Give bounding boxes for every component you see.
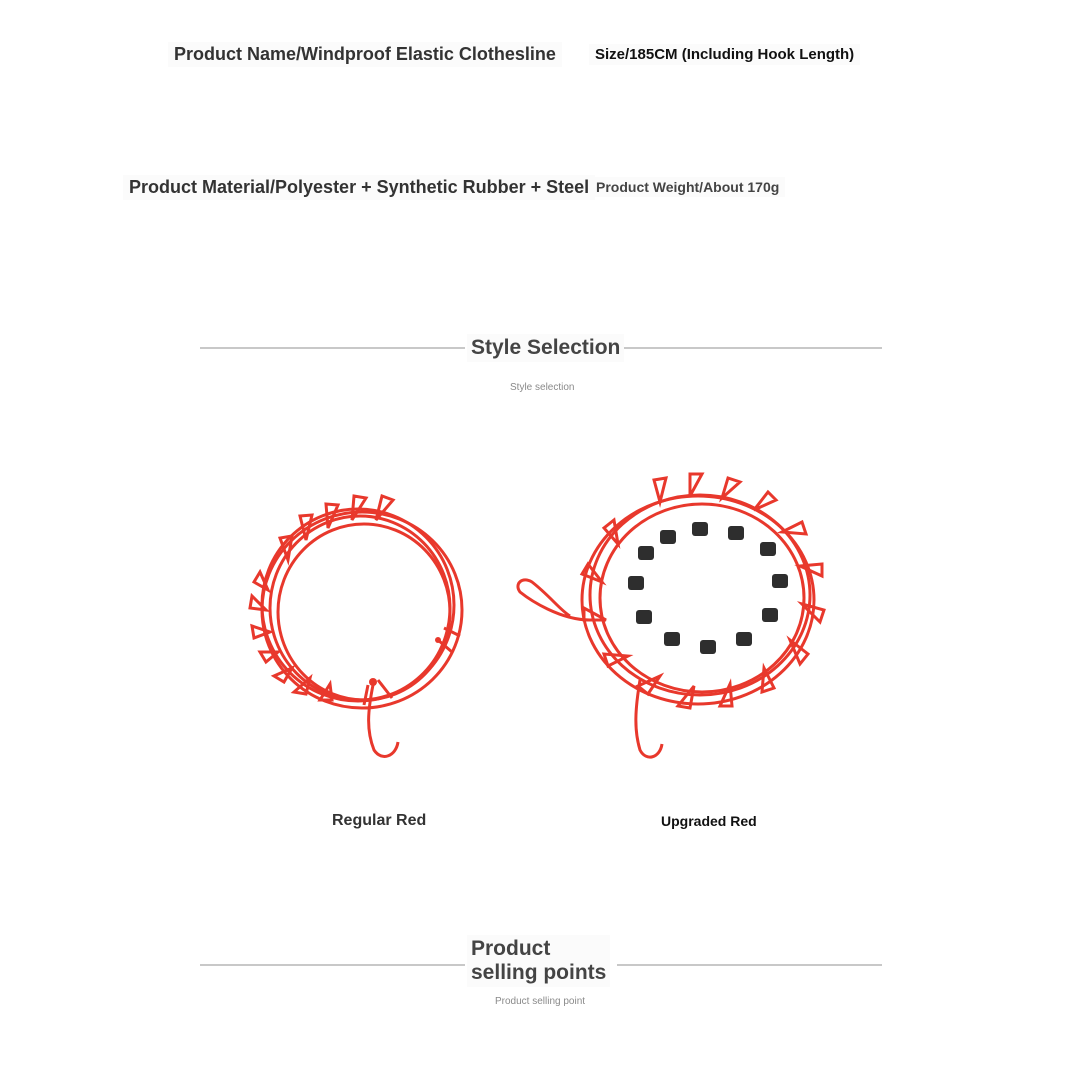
section-title-line1: Product — [471, 937, 551, 960]
section-subtitle-style: Style selection — [510, 382, 575, 393]
spec-material: Product Material/Polyester + Synthetic Rubber + Steel — [123, 175, 595, 200]
product-caption-regular: Regular Red — [332, 812, 427, 829]
divider-left — [200, 347, 465, 349]
spec-product-name: Product Name/Windproof Elastic Clothesline — [168, 42, 562, 67]
section-title-style: Style Selection — [467, 334, 624, 362]
section-title-selling-points — [467, 935, 610, 987]
spec-weight: Product Weight/About 170g — [590, 177, 785, 197]
spec-size: Size/185CM (Including Hook Length) — [589, 44, 860, 65]
divider-left-2 — [200, 964, 465, 966]
product-caption-upgraded: Upgraded Red — [661, 813, 757, 829]
section-subtitle-selling-points: Product selling point — [495, 996, 586, 1007]
divider-right — [617, 347, 882, 349]
product-image-upgraded-red[interactable] — [510, 470, 830, 770]
product-image-regular-red[interactable] — [248, 470, 478, 770]
section-title-line2: selling points — [471, 961, 607, 984]
divider-right-2 — [617, 964, 882, 966]
